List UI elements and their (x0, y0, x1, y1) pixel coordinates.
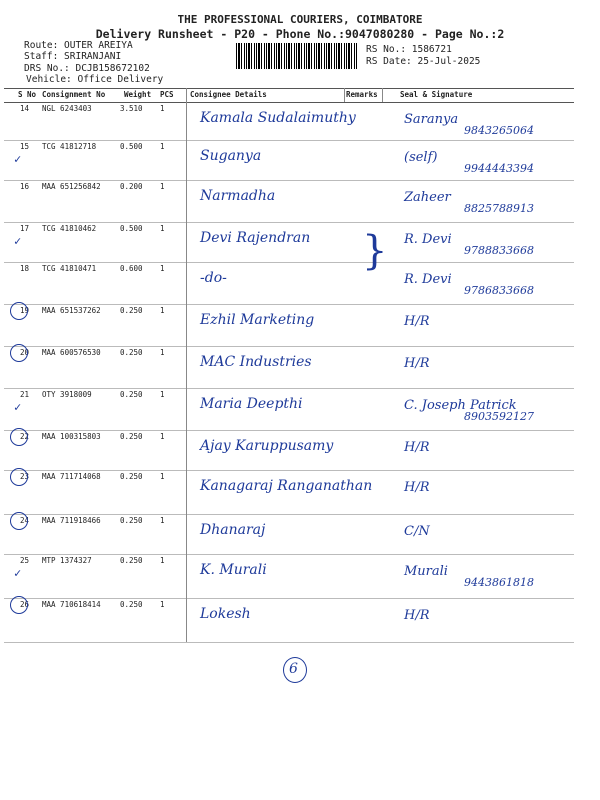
tick-mark: ✓ (14, 152, 22, 166)
row-divider (4, 140, 574, 141)
row-divider (4, 304, 574, 305)
row-consignee: K. Murali (200, 562, 267, 578)
row-seal: H/R (404, 480, 430, 495)
row-weight: 0.600 (120, 264, 143, 273)
runsheet-title: Delivery Runsheet - P20 - Phone No.:9047080280 - Page No.:2 (95, 27, 505, 41)
row-sno: 24 (20, 516, 30, 525)
row-consignee: Kamala Sudalaimuthy (200, 110, 356, 126)
col-weight: Weight (124, 90, 152, 99)
row-phone: 8903592127 (464, 410, 534, 423)
row-seal: H/R (404, 314, 430, 329)
row-consignment-no: NGL 6243403 (42, 104, 92, 113)
row-phone: 9443861818 (464, 576, 534, 589)
row-weight: 0.500 (120, 224, 143, 233)
row-divider (4, 470, 574, 471)
col-remarks: Remarks (346, 90, 378, 99)
row-seal: Zaheer (404, 190, 451, 205)
row-seal: Saranya (404, 112, 459, 127)
column-divider (186, 388, 187, 430)
row-consignment-no: MAA 651537262 (42, 306, 101, 315)
row-seal: C. Joseph Patrick (404, 398, 517, 413)
row-divider (4, 222, 574, 223)
company-title: THE PROFESSIONAL COURIERS, COIMBATORE (177, 13, 423, 26)
row-sno: 20 (20, 348, 30, 357)
row-seal: (self) (404, 150, 438, 165)
rs-date: RS Date: 25-Jul-2025 (366, 56, 481, 67)
vehicle-label: Vehicle: Office Delivery (26, 74, 164, 85)
row-weight: 0.250 (120, 390, 143, 399)
row-consignee: Dhanaraj (200, 522, 266, 538)
row-weight: 0.250 (120, 600, 143, 609)
row-consignment-no: MTP 1374327 (42, 556, 92, 565)
row-consignee: Kanagaraj Ranganathan (200, 478, 373, 494)
column-divider (186, 304, 187, 346)
row-pcs: 1 (160, 390, 165, 399)
row-consignment-no: TCG 41810471 (42, 264, 97, 273)
row-divider (4, 642, 574, 643)
row-sno: 19 (20, 306, 30, 315)
row-consignee: Ajay Karuppusamy (200, 438, 334, 454)
row-pcs: 1 (160, 348, 165, 357)
row-pcs: 1 (160, 182, 165, 191)
column-divider (186, 598, 187, 642)
row-divider (4, 262, 574, 263)
sno-circle-mark (10, 302, 28, 320)
row-seal: Murali (404, 564, 448, 579)
row-divider (4, 598, 574, 599)
column-divider (186, 470, 187, 514)
column-divider (186, 140, 187, 180)
row-phone: 9843265064 (464, 124, 534, 137)
route-label: Route: OUTER AREIYA (24, 40, 133, 51)
row-pcs: 1 (160, 472, 165, 481)
row-consignee: Narmadha (200, 188, 276, 204)
rs-number: RS No.: 1586721 (366, 44, 452, 55)
row-seal: R. Devi (404, 232, 452, 247)
row-pcs: 1 (160, 600, 165, 609)
row-phone: 9944443394 (464, 162, 534, 175)
row-consignee: -do- (200, 270, 227, 286)
row-divider (4, 180, 574, 181)
row-sno: 14 (20, 104, 30, 113)
sno-circle-mark (10, 512, 28, 530)
row-pcs: 1 (160, 264, 165, 273)
row-seal: C/N (404, 524, 430, 539)
row-consignment-no: MAA 710618414 (42, 600, 101, 609)
row-sno: 15 (20, 142, 30, 151)
row-consignment-no: MAA 711714068 (42, 472, 101, 481)
staff-label: Staff: SRIRANJANI (24, 51, 122, 62)
row-consignee: Maria Deepthi (200, 396, 303, 412)
column-divider (186, 430, 187, 470)
sno-circle-mark (10, 428, 28, 446)
row-consignee: Lokesh (200, 606, 251, 622)
row-weight: 0.250 (120, 472, 143, 481)
row-consignee: Suganya (200, 148, 262, 164)
tick-mark: ✓ (14, 400, 22, 414)
row-weight: 0.250 (120, 432, 143, 441)
row-consignment-no: OTY 3918009 (42, 390, 92, 399)
row-pcs: 1 (160, 516, 165, 525)
page-mark: 6 (289, 661, 298, 677)
row-sno: 25 (20, 556, 30, 565)
column-divider (186, 102, 187, 140)
runsheet-table (4, 88, 574, 628)
row-divider (4, 514, 574, 515)
row-sno: 23 (20, 472, 30, 481)
row-sno: 26 (20, 600, 30, 609)
row-pcs: 1 (160, 432, 165, 441)
col-sno: S No (18, 90, 37, 99)
column-divider (186, 514, 187, 554)
row-weight: 0.250 (120, 306, 143, 315)
row-pcs: 1 (160, 142, 165, 151)
row-pcs: 1 (160, 306, 165, 315)
row-divider (4, 346, 574, 347)
barcode (236, 43, 358, 69)
row-phone: 9788833668 (464, 244, 534, 257)
row-consignee: Ezhil Marketing (200, 312, 315, 328)
row-consignee: MAC Industries (200, 354, 312, 370)
row-seal: H/R (404, 440, 430, 455)
row-divider (4, 554, 574, 555)
row-pcs: 1 (160, 224, 165, 233)
tick-mark: ✓ (14, 234, 22, 248)
row-sno: 21 (20, 390, 30, 399)
row-consignment-no: TCG 41812718 (42, 142, 97, 151)
row-weight: 0.250 (120, 556, 143, 565)
row-weight: 3.510 (120, 104, 143, 113)
col-consignee: Consignee Details (190, 90, 267, 99)
row-consignment-no: TCG 41810462 (42, 224, 97, 233)
column-divider (186, 222, 187, 262)
col-seal: Seal & Signature (400, 90, 473, 99)
row-weight: 0.200 (120, 182, 143, 191)
row-seal: R. Devi (404, 272, 452, 287)
row-divider (4, 430, 574, 431)
column-divider (186, 262, 187, 304)
row-sno: 17 (20, 224, 30, 233)
sno-circle-mark (10, 468, 28, 486)
row-weight: 0.250 (120, 348, 143, 357)
sno-circle-mark (10, 344, 28, 362)
row-consignment-no: MAA 651256842 (42, 182, 101, 191)
column-divider (186, 346, 187, 388)
row-sno: 16 (20, 182, 30, 191)
row-phone: 9786833668 (464, 284, 534, 297)
col-pcs: PCS (160, 90, 174, 99)
row-pcs: 1 (160, 104, 165, 113)
row-phone: 8825788913 (464, 202, 534, 215)
row-consignment-no: MAA 711918466 (42, 516, 101, 525)
drs-label: DRS No.: DCJB158672102 (24, 63, 150, 74)
row-weight: 0.500 (120, 142, 143, 151)
row-consignment-no: MAA 600576530 (42, 348, 101, 357)
sno-circle-mark (10, 596, 28, 614)
tick-mark: ✓ (14, 566, 22, 580)
brace-mark: } (362, 228, 388, 274)
row-sno: 22 (20, 432, 30, 441)
column-divider (186, 180, 187, 222)
row-divider (4, 388, 574, 389)
row-consignee: Devi Rajendran (200, 230, 311, 246)
row-seal: H/R (404, 356, 430, 371)
row-weight: 0.250 (120, 516, 143, 525)
row-consignment-no: MAA 100315803 (42, 432, 101, 441)
row-pcs: 1 (160, 556, 165, 565)
col-consignment: Consignment No (42, 90, 106, 99)
column-divider (186, 554, 187, 598)
row-seal: H/R (404, 608, 430, 623)
row-sno: 18 (20, 264, 30, 273)
